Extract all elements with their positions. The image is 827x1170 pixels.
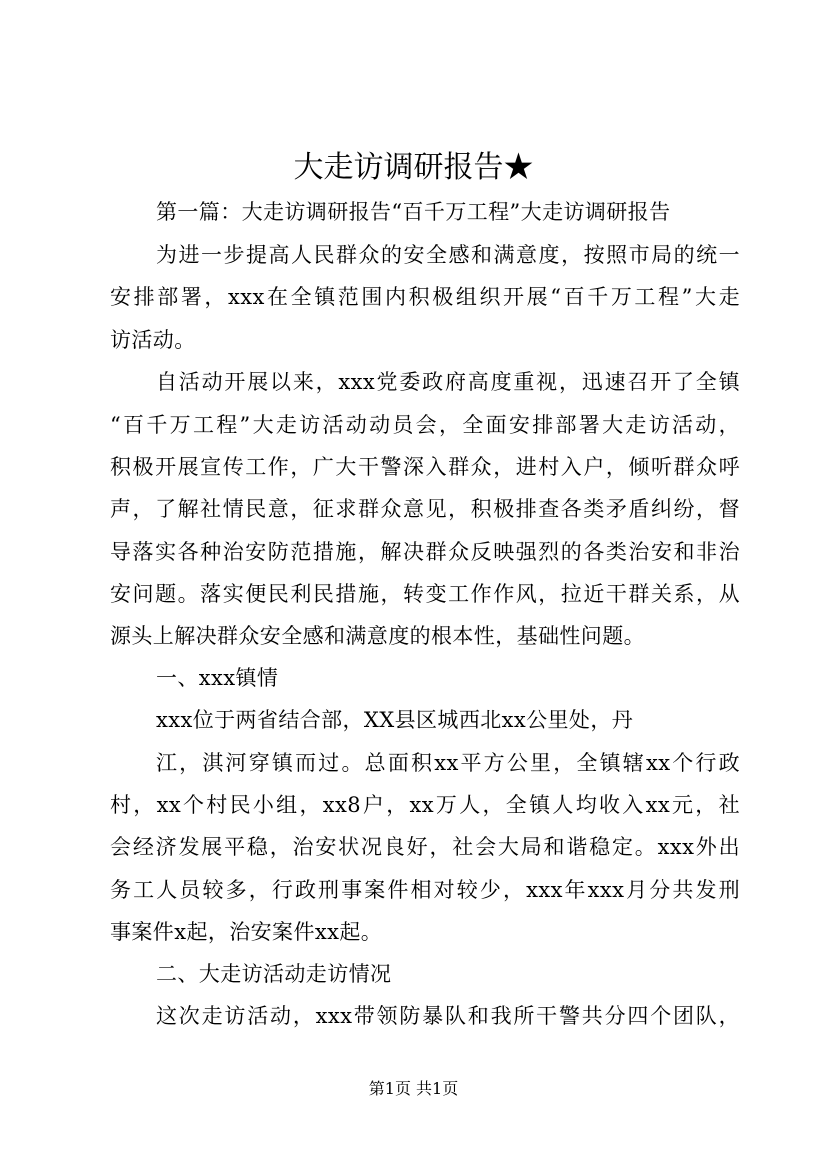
page-footer: 第1页 共1页 bbox=[368, 1079, 459, 1098]
body-line: 自活动开展以来，xxx党委政府高度重视，迅速召开了全镇 bbox=[156, 370, 740, 394]
body-line: 第一篇：大走访调研报告“百千万工程”大走访调研报告 bbox=[156, 200, 671, 224]
section-heading: 二、大走访活动走访情况 bbox=[156, 962, 392, 986]
body-line: 声，了解社情民意，征求群众意见，积极排查各类矛盾纠纷，督 bbox=[110, 497, 740, 521]
body-line: 务工人员较多，行政刑事案件相对较少，xxx年xxx月分共发刑 bbox=[110, 878, 740, 902]
body-line: 江，淇河穿镇而过。总面积xx平方公里，全镇辖xx个行政 bbox=[156, 751, 740, 775]
document-title: 大走访调研报告★ bbox=[293, 150, 534, 185]
body-line: 村，xx个村民小组，xx8户，xx万人，全镇人均收入xx元，社 bbox=[110, 793, 740, 817]
body-line: “百千万工程”大走访活动动员会，全面安排部署大走访活动， bbox=[110, 413, 740, 437]
section-heading: 一、xxx镇情 bbox=[156, 666, 279, 690]
body-line: 访活动。 bbox=[110, 328, 196, 352]
body-line: 安问题。落实便民利民措施，转变工作作风，拉近干群关系，从 bbox=[110, 582, 740, 606]
body-line: 事案件x起，治安案件xx起。 bbox=[110, 920, 383, 944]
body-line: xxx位于两省结合部，XX县区城西北xx公里处，丹 bbox=[156, 708, 634, 732]
body-line: 会经济发展平稳，治安状况良好，社会大局和谐稳定。xxx外出 bbox=[110, 835, 740, 859]
body-line: 积极开展宣传工作，广大干警深入群众，进村入户，倾听群众呼 bbox=[110, 455, 740, 479]
body-line: 这次走访活动，xxx带领防暴队和我所干警共分四个团队， bbox=[156, 1004, 740, 1028]
body-line: 安排部署，xxx在全镇范围内积极组织开展“百千万工程”大走 bbox=[110, 285, 740, 309]
body-line: 导落实各种治安防范措施，解决群众反映强烈的各类治安和非治 bbox=[110, 540, 740, 564]
body-line: 为进一步提高人民群众的安全感和满意度，按照市局的统一 bbox=[156, 243, 740, 267]
body-line: 源头上解决群众安全感和满意度的根本性，基础性问题。 bbox=[110, 624, 645, 648]
